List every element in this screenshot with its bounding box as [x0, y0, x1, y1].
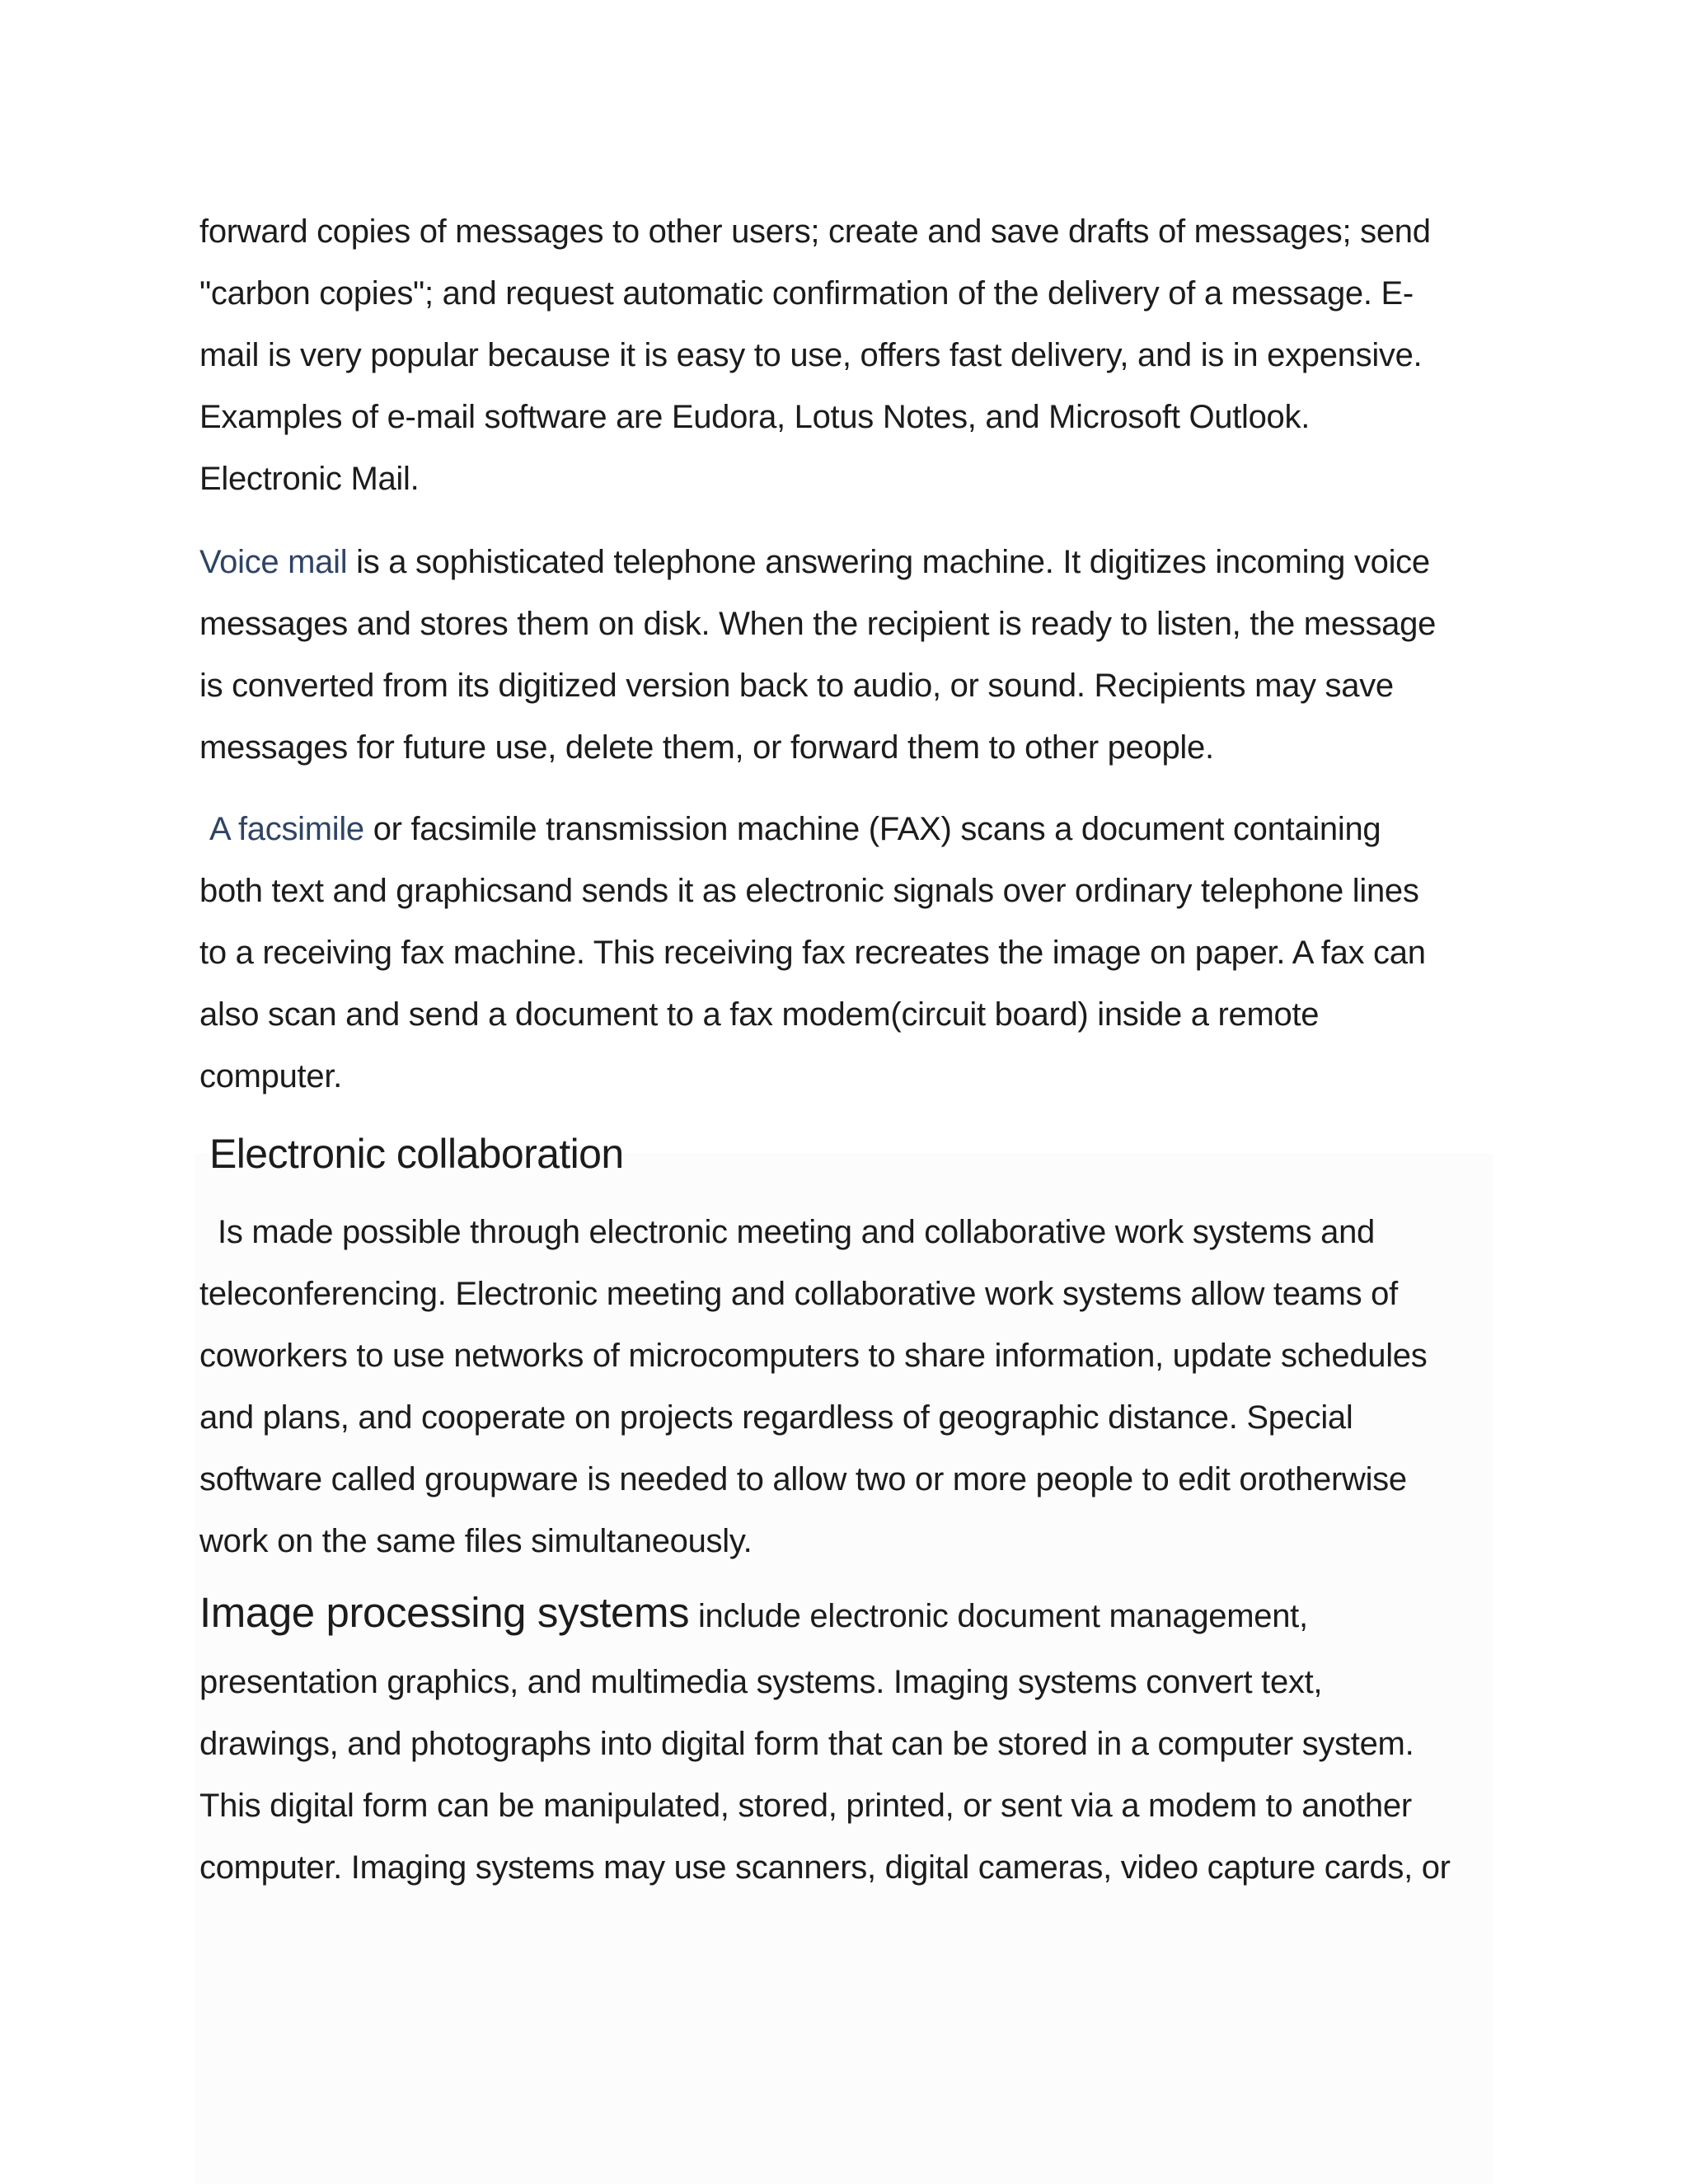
text-run: is a sophisticated telephone answering machine. It digitizes incoming voice — [347, 544, 1430, 580]
text-line: Is made possible through electronic meeting and collaborative work systems and — [218, 1214, 1376, 1250]
text-line: both text and graphicsand sends it as electronic signals over ordinary telephone lines — [199, 873, 1419, 909]
text-line: to a receiving fax machine. This receiving fax recreates the image on paper. A fax can — [199, 935, 1426, 971]
text-line: Examples of e-mail software are Eudora, Lotus Notes, and Microsoft Outlook. — [199, 399, 1311, 435]
text-line: messages and stores them on disk. When the recipient is ready to listen, the message — [199, 606, 1437, 642]
paragraph-voice-mail — [199, 532, 1493, 779]
text-line: is converted from its digitized version back to audio, or sound. Recipients may save — [199, 668, 1394, 704]
document-body — [199, 201, 1493, 1899]
text-line: also scan and send a document to a fax modem(circuit board) inside a remote — [199, 996, 1320, 1033]
text-line: work on the same files simultaneously. — [199, 1523, 753, 1559]
text-line: and plans, and cooperate on projects regardless of geographic distance. Special — [199, 1399, 1353, 1436]
text-line: computer. Imaging systems may use scanners, digital cameras, video capture cards, or — [199, 1849, 1451, 1886]
text-line — [199, 532, 1493, 593]
text-line: This digital form can be manipulated, stored, printed, or sent via a modem to another — [199, 1788, 1412, 1824]
text-line: drawings, and photographs into digital form that can be stored in a computer system. — [199, 1726, 1414, 1762]
text-line: computer. — [199, 1058, 342, 1094]
text-line — [199, 1577, 1493, 1652]
text-line: mail is very popular because it is easy to use, offers fast delivery, and is in expensive. — [199, 337, 1423, 373]
section-heading: Electronic collaboration — [209, 1131, 624, 1177]
voice-mail-link[interactable]: Voice mail — [199, 544, 348, 580]
text-run: include electronic document management, — [689, 1598, 1308, 1634]
text-line: teleconferencing. Electronic meeting and collaborative work systems allow teams of — [199, 1276, 1398, 1312]
text-line: "carbon copies"; and request automatic confirmation of the delivery of a message. E- — [199, 275, 1414, 312]
text-line: messages for future use, delete them, or forward them to other people. — [199, 729, 1214, 766]
text-line — [199, 799, 1493, 860]
text-run: or facsimile transmission machine (FAX) scans a document containing — [363, 811, 1381, 847]
facsimile-link[interactable]: A facsimile — [209, 811, 364, 847]
text-line: Electronic Mail. — [199, 461, 420, 497]
text-line: coworkers to use networks of microcomputers to share information, update schedules — [199, 1338, 1428, 1374]
paragraph-email — [199, 201, 1493, 510]
text-line: software called groupware is needed to allow two or more people to edit orotherwise — [199, 1461, 1407, 1497]
text-line: presentation graphics, and multimedia systems. Imaging systems convert text, — [199, 1664, 1323, 1700]
image-processing-term: Image processing systems — [199, 1589, 690, 1636]
text-line: forward copies of messages to other users; create and save drafts of messages; send — [199, 213, 1431, 250]
paragraph-electronic-collaboration — [199, 1202, 1493, 1572]
paragraph-image-processing — [199, 1577, 1493, 1899]
paragraph-facsimile — [199, 799, 1493, 1108]
